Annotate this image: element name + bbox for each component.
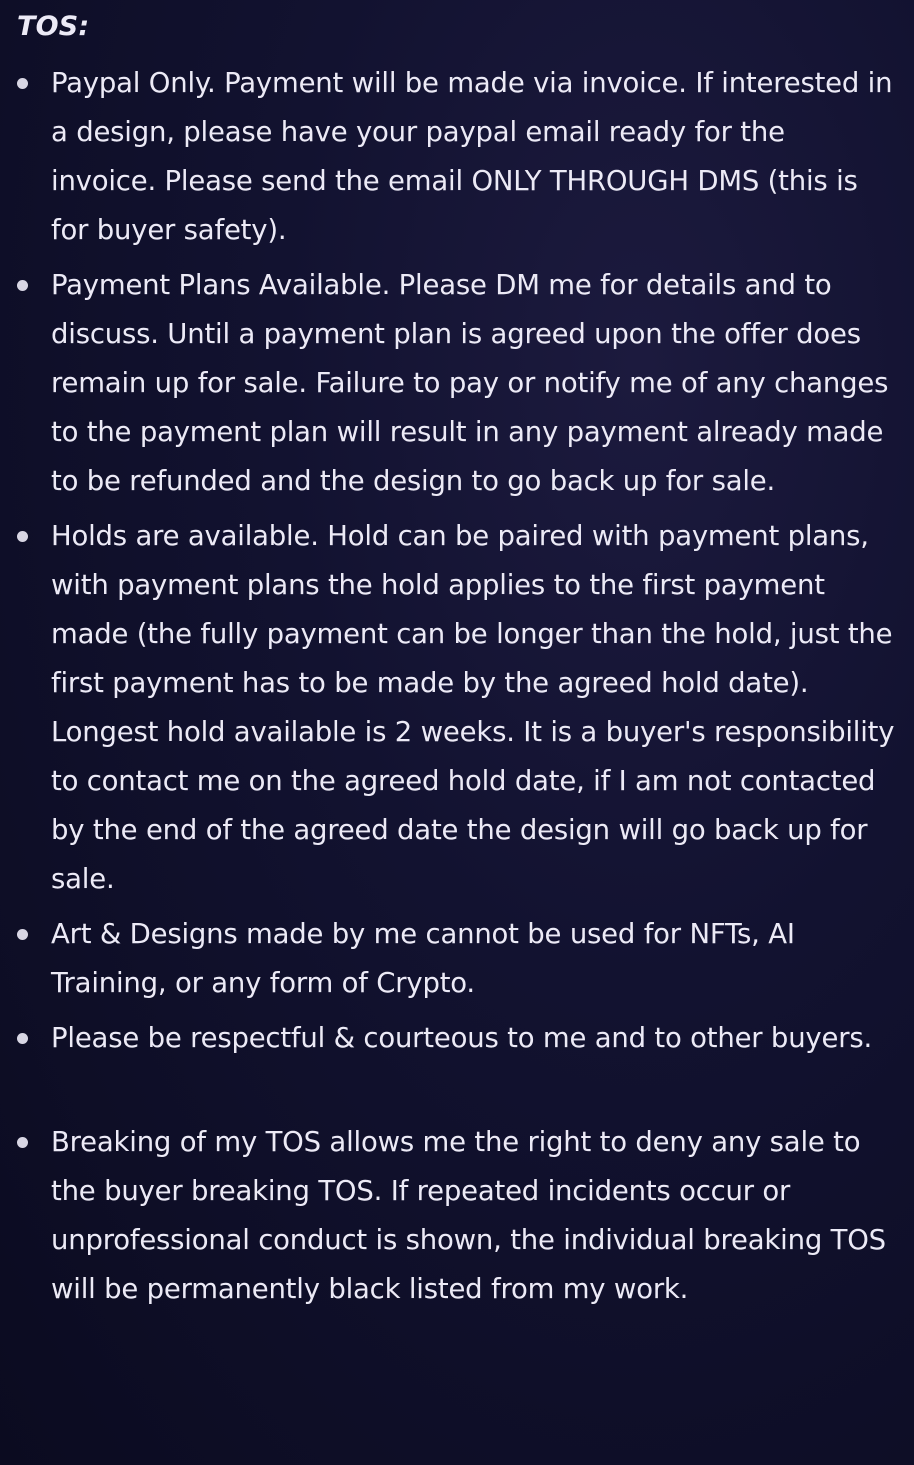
list-item-payment-plans [17,261,897,506]
list-item-text: Please be respectful & courteous to me and to other buyers. [51,1022,872,1054]
list-item-text: Holds are available. Hold can be paired with payment plans, with payment plans the hold applies to the first payment made (the fully payment can be longer than the hold, just the first payment has to be made by the agreed hold date). Longest hold available is 2 weeks. It is a buyer's responsibility to contact me on the agreed hold date, if I am not contacted by the end of the agreed date the design will go back up for sale. [51,520,895,895]
bullet-icon [17,1033,28,1044]
list-item-breaking-tos [17,1118,897,1314]
list-item-holds [17,512,897,904]
list-item-respect [17,1014,897,1063]
bullet-icon [17,78,28,89]
list-item-usage-restrictions [17,910,897,1008]
bullet-icon [17,531,28,542]
tos-list [17,59,897,1314]
bullet-icon [17,929,28,940]
list-item-text: Breaking of my TOS allows me the right to deny any sale to the buyer breaking TOS. If repeated incidents occur or unprofessional conduct is shown, the individual breaking TOS will be permanently black listed from my work. [51,1126,886,1305]
list-item-text: Payment Plans Available. Please DM me for details and to discuss. Until a payment plan is agreed upon the offer does remain up for sale. Failure to pay or notify me of any changes to the payment plan will result in any payment already made to be refunded and the design to go back up for sale. [51,269,889,497]
bullet-icon [17,1137,28,1148]
tos-section [17,8,897,1314]
bullet-icon [17,280,28,291]
list-item-paypal [17,59,897,255]
list-item-text: Art & Designs made by me cannot be used for NFTs, AI Training, or any form of Crypto. [51,918,795,999]
list-item-text: Paypal Only. Payment will be made via invoice. If interested in a design, please have your paypal email ready for the invoice. Please send the email ONLY THROUGH DMS (this is for buyer safety). [51,67,893,246]
tos-heading: TOS: [17,11,90,42]
